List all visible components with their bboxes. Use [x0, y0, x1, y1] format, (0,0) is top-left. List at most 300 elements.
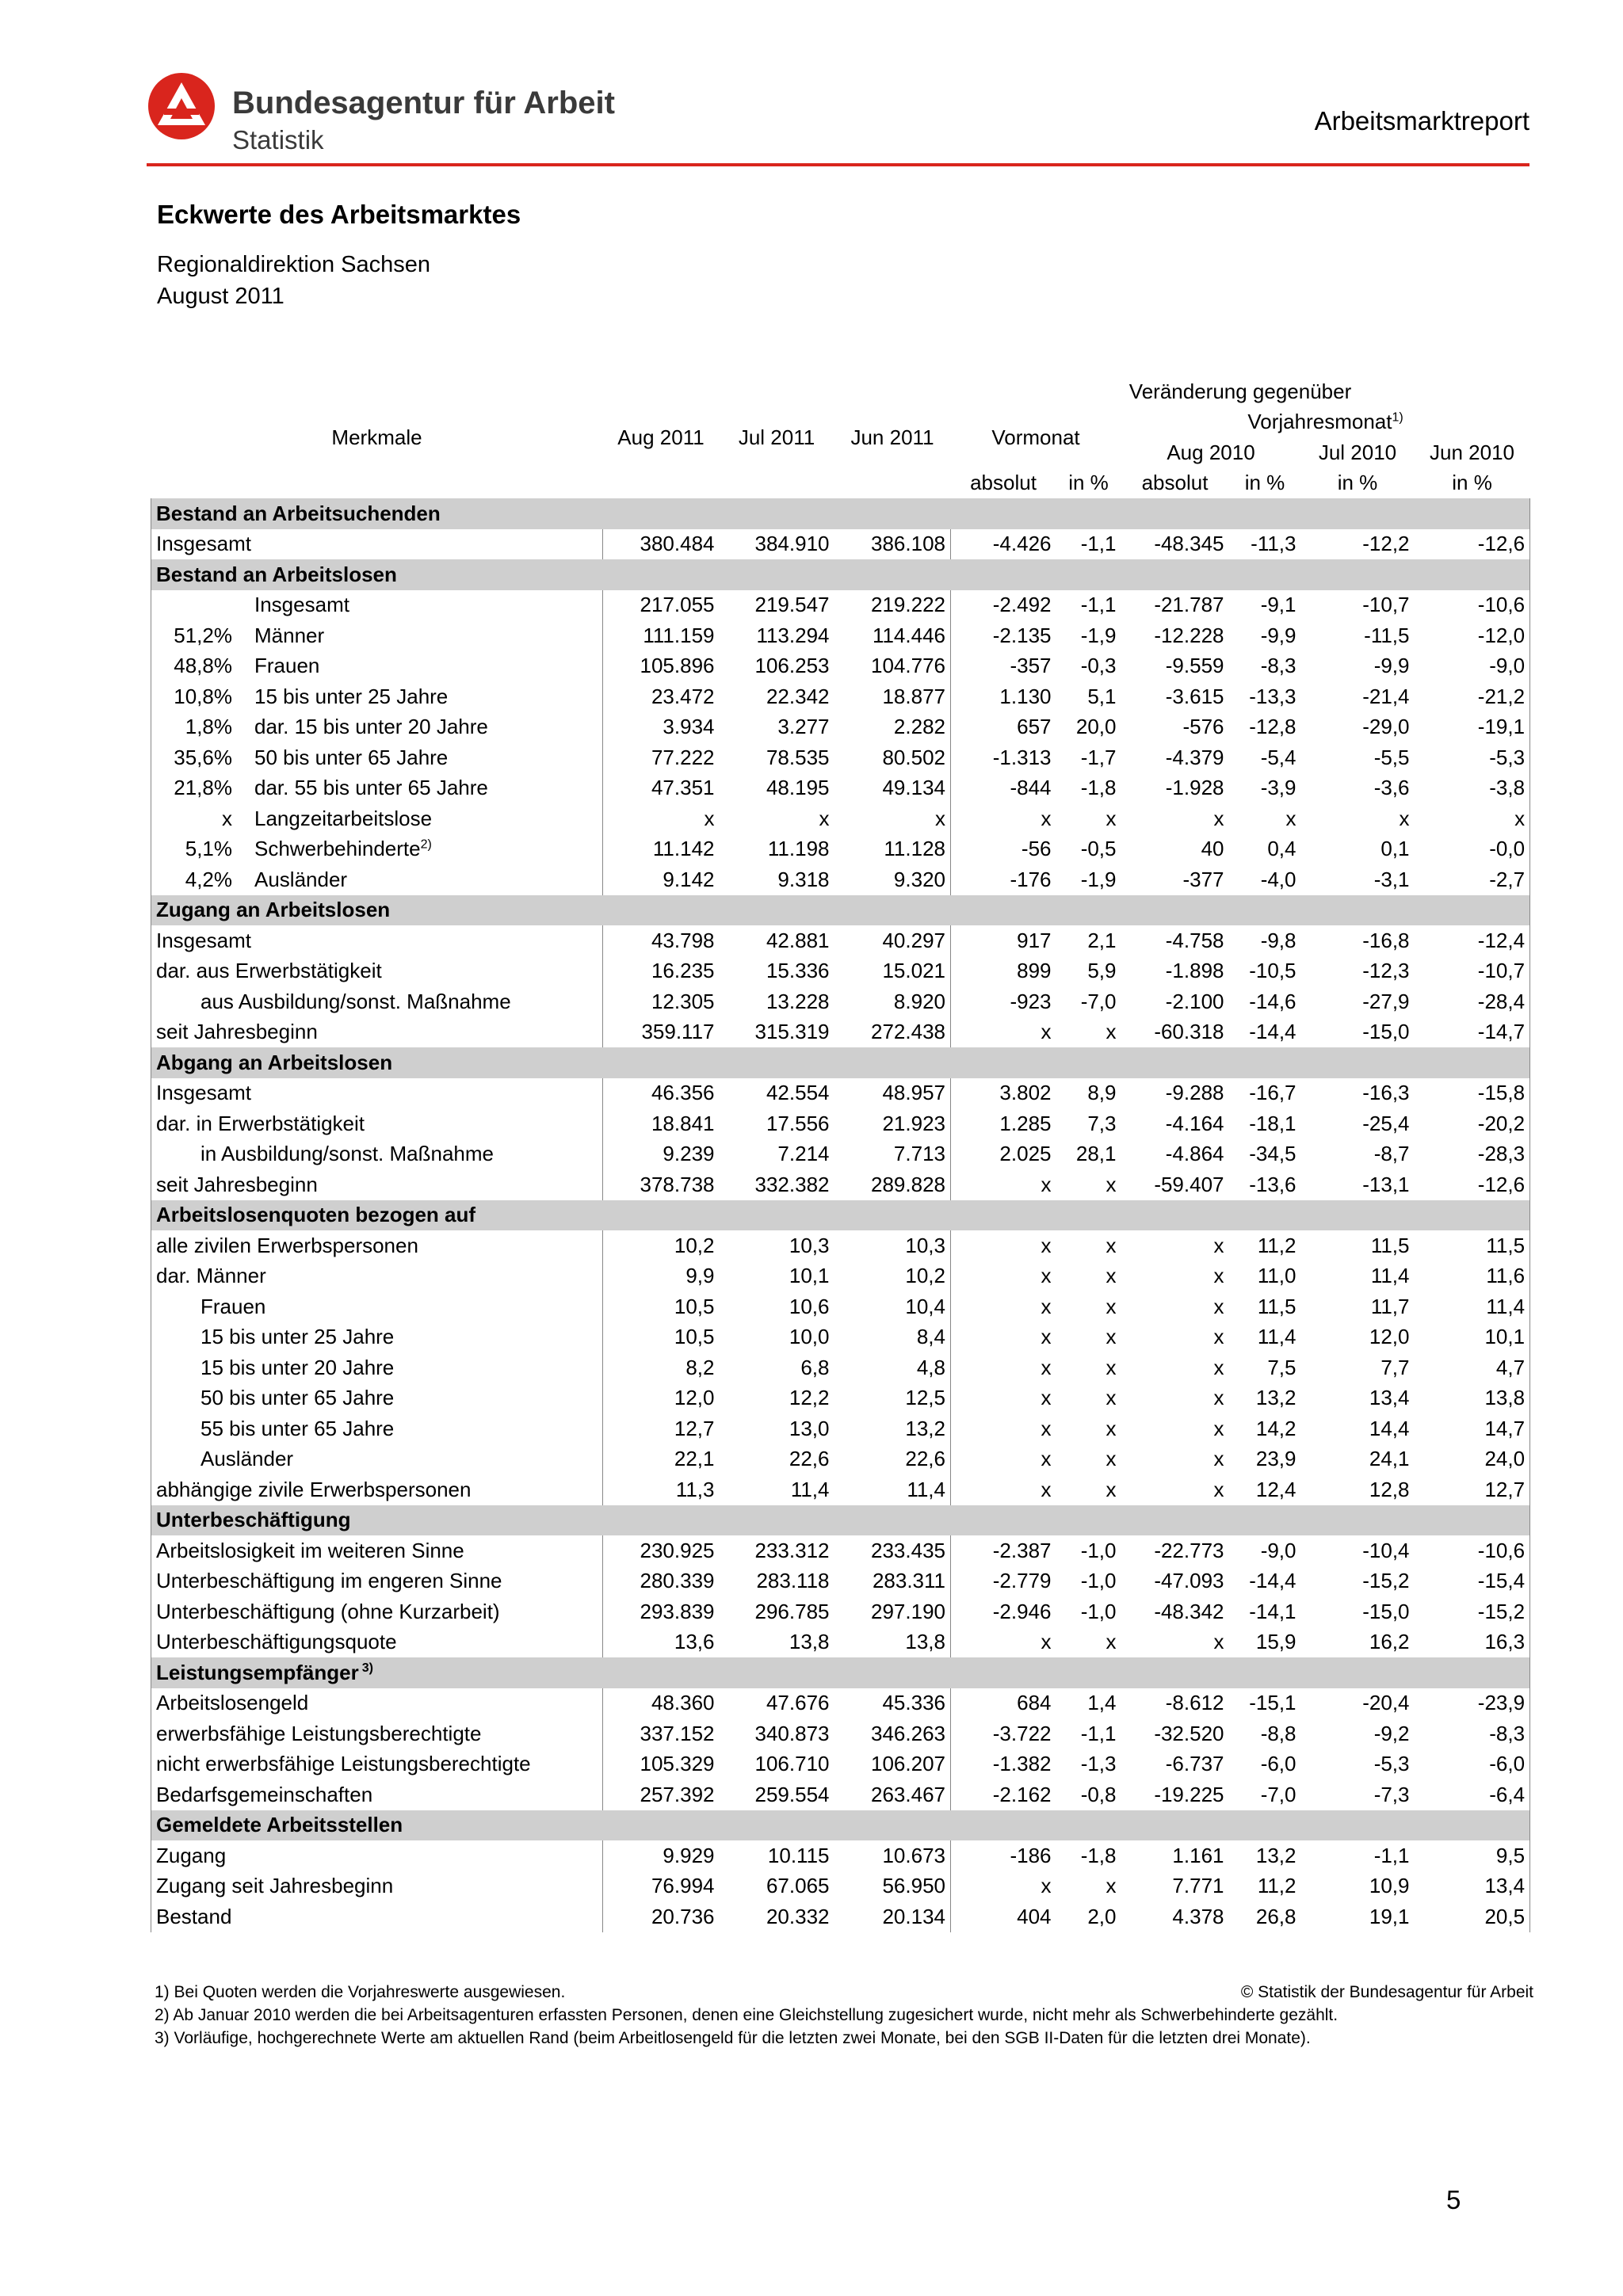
cell-value: -28,3: [1415, 1139, 1530, 1170]
table-row: [151, 1871, 1530, 1902]
row-label: [151, 1566, 603, 1597]
ba-logo-icon: [147, 71, 216, 141]
row-label: [151, 529, 603, 560]
cell-value: x: [1213, 1355, 1224, 1379]
row-label-text: Insgesamt: [156, 928, 251, 952]
cell-value: 10,5: [674, 1294, 715, 1318]
row-label-text: 50 bis unter 65 Jahre: [200, 1386, 395, 1410]
cell-value: -21.787: [1154, 593, 1224, 617]
cell-value: 11.142: [652, 837, 715, 861]
section-title-text: Bestand an Arbeitslosen: [156, 562, 397, 586]
cell-value: 3.277: [777, 715, 830, 739]
row-label-text: Schwerbehinderte: [254, 837, 421, 861]
cell-value: 106.207: [834, 1749, 951, 1780]
cell-value: 13,8: [834, 1627, 951, 1658]
cell-value: x: [1041, 1447, 1052, 1471]
row-label-text: 55 bis unter 65 Jahre: [200, 1416, 395, 1440]
cell-value: x: [1041, 806, 1052, 830]
row-label: [151, 1535, 603, 1566]
cell-value: x: [1041, 1416, 1052, 1440]
section-title: [151, 1505, 603, 1536]
col-header-vj-jul-pct: in %: [1337, 471, 1378, 495]
row-label: [151, 1383, 603, 1414]
row-label-text: nicht erwerbsfähige Leistungsberechtigte: [156, 1752, 531, 1776]
cell-value: 1.161: [1172, 1843, 1224, 1867]
cell-value: 2,1: [1087, 928, 1117, 952]
cell-value: 105.329: [640, 1752, 715, 1776]
cell-value: 11,4: [1415, 1291, 1530, 1322]
section-title: [151, 1657, 603, 1688]
cell-value: -1,0: [1080, 1538, 1117, 1562]
cell-value: 23.472: [651, 684, 715, 708]
cell-value: 10,2: [834, 1261, 951, 1292]
section-row: [151, 559, 1530, 590]
cell-value: -12,6: [1415, 529, 1530, 560]
cell-value: -2,7: [1415, 864, 1530, 895]
cell-value: x: [1106, 1874, 1117, 1898]
cell-value: -14,4: [1249, 1569, 1296, 1593]
row-label: [151, 803, 603, 834]
cell-value: 296.785: [754, 1599, 830, 1623]
document-title: Eckwerte des Arbeitsmarktes: [157, 200, 521, 229]
page-header: [147, 71, 1529, 166]
cell-value: 283.118: [756, 1569, 830, 1593]
cell-value: 11,4: [1370, 1264, 1410, 1288]
table-row: [151, 1535, 1530, 1566]
table-row: [151, 742, 1530, 773]
cell-value: 11,4: [834, 1474, 951, 1505]
cell-value: 11,6: [1415, 1261, 1530, 1292]
cell-value: x: [1041, 1355, 1052, 1379]
cell-value: -9.288: [1165, 1081, 1224, 1105]
cell-value: -3.722: [992, 1721, 1052, 1745]
cell-value: 13,6: [674, 1630, 715, 1654]
row-share: 1,8%: [185, 715, 232, 739]
row-label-text: aus Ausbildung/sonst. Maßnahme: [200, 989, 511, 1013]
cell-value: 10,1: [789, 1264, 830, 1288]
cell-value: 293.839: [640, 1599, 715, 1623]
row-label-text: dar. 55 bis unter 65 Jahre: [254, 776, 488, 800]
cell-value: x: [1213, 1416, 1224, 1440]
section-footnote-ref: 3): [361, 1661, 373, 1676]
row-share: 21,8%: [174, 776, 232, 800]
row-label: [151, 1352, 603, 1383]
col-header-vm-pct: in %: [1068, 471, 1109, 495]
cell-value: 11,2: [1257, 1874, 1296, 1898]
cell-value: 7.771: [1172, 1874, 1224, 1898]
cell-value: 13.228: [766, 989, 830, 1013]
cell-value: -0,3: [1080, 654, 1117, 678]
cell-value: -28,4: [1415, 986, 1530, 1017]
table-row: [151, 712, 1530, 743]
cell-value: 67.065: [766, 1874, 830, 1898]
cell-value: 12,0: [674, 1386, 715, 1410]
cell-value: -18,1: [1249, 1111, 1296, 1135]
row-label-text: Zugang: [156, 1843, 227, 1867]
table-row: [151, 1139, 1530, 1170]
cell-value: 42.554: [766, 1081, 830, 1105]
table-row: [151, 834, 1530, 865]
cell-value: 13,4: [1369, 1386, 1410, 1410]
cell-value: 13,0: [789, 1416, 830, 1440]
table-row: [151, 773, 1530, 804]
cell-value: 11,5: [1415, 1230, 1530, 1261]
cell-value: -1,0: [1080, 1599, 1117, 1623]
row-label: [151, 1322, 603, 1353]
cell-value: 7.214: [777, 1142, 830, 1166]
table-row: [151, 1169, 1530, 1200]
footnote-3: 3) Vorläufige, hochgerechnete Werte am aktuellen Rand (beim Arbeitlosengeld für die letzten zwei Monate, bei den SGB II-Daten für die letzten drei Monate).: [155, 2029, 1311, 2047]
cell-value: 9.320: [834, 864, 951, 895]
cell-value: x: [1213, 1630, 1224, 1654]
row-label: [151, 1627, 603, 1658]
row-label: [151, 1474, 603, 1505]
cell-value: -1,8: [1080, 1843, 1117, 1867]
cell-value: 21.923: [834, 1108, 951, 1139]
cell-value: -13,1: [1362, 1172, 1410, 1196]
cell-value: 76.994: [651, 1874, 715, 1898]
cell-value: -186: [1010, 1843, 1052, 1867]
cell-value: 13,4: [1415, 1871, 1530, 1902]
cell-value: 2.282: [834, 712, 951, 743]
cell-value: 114.446: [834, 620, 951, 651]
cell-value: 24,0: [1415, 1444, 1530, 1475]
cell-value: -4,0: [1260, 867, 1296, 891]
cell-value: 16.235: [651, 959, 715, 983]
table-row: [151, 1230, 1530, 1261]
cell-value: -1,7: [1080, 745, 1117, 769]
row-label: [151, 1749, 603, 1780]
cell-value: 20,5: [1415, 1901, 1530, 1932]
cell-value: -2.135: [992, 623, 1052, 647]
cell-value: 404: [1017, 1904, 1052, 1928]
cell-value: 219.222: [834, 590, 951, 621]
row-label-text: 15 bis unter 25 Jahre: [254, 684, 449, 708]
cell-value: -16,7: [1249, 1081, 1296, 1105]
cell-value: 47.351: [651, 776, 715, 800]
col-header-jun-2011: Jun 2011: [850, 425, 934, 449]
row-label: [151, 1261, 603, 1292]
cell-value: -9,9: [1260, 623, 1296, 647]
cell-value: -60.318: [1154, 1020, 1224, 1044]
cell-value: -1,1: [1080, 1721, 1117, 1745]
cell-value: x: [1213, 1264, 1224, 1288]
row-label: [151, 742, 603, 773]
cell-value: x: [1106, 1172, 1117, 1196]
cell-value: -5,5: [1373, 745, 1410, 769]
cell-value: 657: [1017, 715, 1052, 739]
cell-value: 13,8: [789, 1630, 830, 1654]
row-label-text: Zugang seit Jahresbeginn: [156, 1874, 394, 1898]
section-fill: [603, 498, 1530, 529]
cell-value: 7,5: [1267, 1355, 1296, 1379]
row-label: [151, 1871, 603, 1902]
col-header-merkmale: Merkmale: [331, 425, 422, 449]
cell-value: 12,8: [1369, 1477, 1410, 1501]
cell-value: -0,0: [1415, 834, 1530, 865]
cell-value: -0,8: [1080, 1782, 1117, 1806]
cell-value: -10,5: [1249, 959, 1296, 983]
cell-value: -16,3: [1362, 1081, 1410, 1105]
table-row: [151, 1444, 1530, 1475]
row-label: [151, 1901, 603, 1932]
cell-value: -14,7: [1415, 1017, 1530, 1048]
cell-value: 340.873: [754, 1721, 830, 1745]
row-label-text: 50 bis unter 65 Jahre: [254, 745, 449, 769]
cell-value: x: [1106, 1477, 1117, 1501]
cell-value: x: [1213, 1386, 1224, 1410]
cell-value: 3.802: [999, 1081, 1052, 1105]
cell-value: 12,7: [1415, 1474, 1530, 1505]
cell-value: x: [1285, 806, 1296, 830]
cell-value: 0,1: [1381, 837, 1410, 861]
cell-value: 16,2: [1369, 1630, 1410, 1654]
cell-value: x: [1213, 1477, 1224, 1501]
cell-value: x: [1041, 1477, 1052, 1501]
table-row: [151, 1413, 1530, 1444]
cell-value: -1,1: [1080, 593, 1117, 617]
footnote-1: 1) Bei Quoten werden die Vorjahreswerte ausgewiesen.: [155, 1983, 566, 2001]
vorjahresmonat-footnote-ref: 1): [1392, 410, 1403, 425]
cell-value: -2.946: [992, 1599, 1052, 1623]
cell-value: -4.758: [1165, 928, 1224, 952]
cell-value: -2.492: [992, 593, 1052, 617]
cell-value: -1,9: [1080, 623, 1117, 647]
cell-value: 9,9: [685, 1264, 715, 1288]
row-label-text: dar. Männer: [156, 1264, 266, 1288]
cell-value: 10,9: [1369, 1874, 1410, 1898]
cell-value: 111.159: [643, 623, 715, 647]
cell-value: 12,0: [1369, 1325, 1410, 1349]
cell-value: 43.798: [651, 928, 715, 952]
cell-value: 24,1: [1369, 1447, 1410, 1471]
cell-value: -12,0: [1415, 620, 1530, 651]
cell-value: 22,6: [834, 1444, 951, 1475]
cell-value: -4.379: [1165, 745, 1224, 769]
cell-value: 22,1: [674, 1447, 715, 1471]
cell-value: -7,0: [1080, 989, 1117, 1013]
cell-value: 13,2: [834, 1413, 951, 1444]
cell-value: 104.776: [834, 651, 951, 682]
cell-value: -357: [1010, 654, 1052, 678]
cell-value: -12,3: [1362, 959, 1410, 983]
row-label: [151, 956, 603, 987]
row-label: [151, 1840, 603, 1871]
row-label-text: alle zivilen Erwerbspersonen: [156, 1233, 418, 1257]
col-header-vormonat: Vormonat: [991, 425, 1080, 449]
cell-value: -9,8: [1260, 928, 1296, 952]
cell-value: 10.673: [834, 1840, 951, 1871]
col-header-veraenderung: Veränderung gegenüber: [1128, 379, 1352, 403]
cell-value: -8,3: [1260, 654, 1296, 678]
col-header-aug-2010: Aug 2010: [1167, 440, 1255, 464]
cell-value: 3.934: [663, 715, 715, 739]
cell-value: 42.881: [766, 928, 830, 952]
cell-value: -9,2: [1373, 1721, 1410, 1745]
footnote-2: 2) Ab Januar 2010 werden die bei Arbeitsagenturen erfassten Personen, denen eine Gleichstellung zugesichert wurde, nicht mehr als Schwerbehinderte gezählt.: [155, 2006, 1338, 2024]
row-share: 5,1%: [185, 837, 232, 861]
section-title: [151, 1047, 603, 1078]
cell-value: 233.312: [754, 1538, 830, 1562]
cell-value: 386.108: [834, 529, 951, 560]
cell-value: -48.342: [1154, 1599, 1224, 1623]
row-label-text: Insgesamt: [156, 1081, 251, 1105]
cell-value: -12,6: [1415, 1169, 1530, 1200]
cell-value: 1.285: [999, 1111, 1052, 1135]
cell-value: -844: [1010, 776, 1052, 800]
cell-value: -6,4: [1415, 1779, 1530, 1810]
cell-value: -5,3: [1415, 742, 1530, 773]
cell-value: 17.556: [766, 1111, 830, 1135]
cell-value: 23,9: [1255, 1447, 1296, 1471]
section-fill: [603, 1505, 1530, 1536]
row-label: [151, 834, 603, 865]
row-label-text: abhängige zivile Erwerbspersonen: [156, 1477, 472, 1501]
col-header-vj-aug-pct: in %: [1244, 471, 1285, 495]
cell-value: -21,2: [1415, 681, 1530, 712]
row-share: x: [222, 806, 232, 830]
cell-value: x: [1213, 1294, 1224, 1318]
row-label: [151, 1169, 603, 1200]
cell-value: 106.253: [754, 654, 830, 678]
cell-value: 8,4: [834, 1322, 951, 1353]
row-label: [151, 1596, 603, 1627]
row-label: [151, 712, 603, 743]
cell-value: 7.713: [834, 1139, 951, 1170]
cell-value: -12.228: [1154, 623, 1224, 647]
row-footnote-ref: 2): [420, 837, 432, 852]
cell-value: -12,8: [1249, 715, 1296, 739]
table-row: [151, 1017, 1530, 1048]
row-label-text: Frauen: [254, 654, 320, 678]
row-share: 10,8%: [174, 684, 232, 708]
cell-value: x: [704, 806, 715, 830]
cell-value: -22.773: [1154, 1538, 1224, 1562]
section-title: [151, 559, 603, 590]
row-label-text: 15 bis unter 25 Jahre: [200, 1325, 395, 1349]
cell-value: -19,1: [1415, 712, 1530, 743]
cell-value: -9,0: [1415, 651, 1530, 682]
table-row: [151, 1108, 1530, 1139]
row-label-text: Bedarfsgemeinschaften: [156, 1782, 373, 1806]
cell-value: 359.117: [641, 1020, 715, 1044]
cell-value: -176: [1010, 867, 1052, 891]
cell-value: -13,6: [1249, 1172, 1296, 1196]
cell-value: -21,4: [1362, 684, 1410, 708]
cell-value: 0,4: [1267, 837, 1296, 861]
section-title-text: Abgang an Arbeitslosen: [156, 1050, 393, 1074]
cell-value: 11,5: [1370, 1233, 1410, 1257]
row-label-text: Unterbeschäftigung im engeren Sinne: [156, 1569, 502, 1593]
cell-value: 12,7: [674, 1416, 715, 1440]
cell-value: -8,3: [1415, 1718, 1530, 1749]
cell-value: -10,7: [1362, 593, 1410, 617]
cell-value: 384.910: [754, 532, 830, 556]
table-row: [151, 956, 1530, 987]
vorjahresmonat-label: Vorjahresmonat: [1247, 410, 1392, 434]
row-label: [151, 651, 603, 682]
section-title-text: Zugang an Arbeitslosen: [156, 898, 391, 922]
table-row: [151, 925, 1530, 956]
table-row: [151, 1627, 1530, 1658]
cell-value: 337.152: [640, 1721, 715, 1745]
cell-value: -1.313: [992, 745, 1052, 769]
col-header-jun-2010: Jun 2010: [1430, 440, 1515, 464]
section-row: [151, 498, 1530, 529]
cell-value: 11,4: [1257, 1325, 1296, 1349]
cell-value: 40.297: [834, 925, 951, 956]
table-row: [151, 864, 1530, 895]
section-fill: [603, 1657, 1530, 1688]
col-header-vj-jun-pct: in %: [1452, 471, 1492, 495]
col-header-aug-2011: Aug 2011: [617, 425, 705, 449]
col-header-vj-absolut: absolut: [1141, 471, 1209, 495]
cell-value: 297.190: [834, 1596, 951, 1627]
cell-value: -15,2: [1415, 1596, 1530, 1627]
cell-value: 10,5: [674, 1325, 715, 1349]
cell-value: -10,6: [1415, 590, 1530, 621]
cell-value: x: [1106, 1416, 1117, 1440]
row-label: [151, 773, 603, 804]
cell-value: 10,4: [834, 1291, 951, 1322]
cell-value: 10,0: [789, 1325, 830, 1349]
cell-value: 10,3: [789, 1233, 830, 1257]
row-label-text: seit Jahresbeginn: [156, 1172, 318, 1196]
cell-value: -12,2: [1362, 532, 1410, 556]
cell-value: x: [1041, 1020, 1052, 1044]
cell-value: 10.115: [767, 1843, 830, 1867]
table-row: [151, 1749, 1530, 1780]
cell-value: x: [1106, 1020, 1117, 1044]
table-row: [151, 986, 1530, 1017]
cell-value: -27,9: [1362, 989, 1410, 1013]
cell-value: x: [1399, 806, 1410, 830]
cell-value: 11,3: [675, 1477, 715, 1501]
cell-value: -3,6: [1373, 776, 1410, 800]
copyright-note: © Statistik der Bundesagentur für Arbeit: [1240, 1983, 1533, 2001]
cell-value: x: [1041, 1386, 1052, 1410]
cell-value: 20.134: [834, 1901, 951, 1932]
cell-value: x: [1106, 1294, 1117, 1318]
cell-value: 28,1: [1075, 1142, 1117, 1166]
cell-value: -2.162: [992, 1782, 1052, 1806]
cell-value: 16,3: [1415, 1627, 1530, 1658]
cell-value: -4.864: [1165, 1142, 1224, 1166]
cell-value: 5,9: [1087, 959, 1117, 983]
cell-value: 2.025: [999, 1142, 1052, 1166]
cell-value: -15,0: [1362, 1020, 1410, 1044]
cell-value: -14,4: [1249, 1020, 1296, 1044]
cell-value: 20.736: [651, 1904, 715, 1928]
cell-value: 280.339: [640, 1569, 715, 1593]
cell-value: -1,3: [1080, 1752, 1117, 1776]
row-label-text: in Ausbildung/sonst. Maßnahme: [200, 1142, 494, 1166]
cell-value: -9,9: [1373, 654, 1410, 678]
table-row: [151, 1261, 1530, 1292]
row-label: [151, 1139, 603, 1170]
cell-value: 15.336: [766, 959, 830, 983]
row-label-text: Arbeitslosengeld: [156, 1691, 309, 1715]
table-row: [151, 1901, 1530, 1932]
cell-value: -10,7: [1415, 956, 1530, 987]
table-row: [151, 651, 1530, 682]
cell-value: x: [1213, 806, 1224, 830]
cell-value: -20,2: [1415, 1108, 1530, 1139]
table-row: [151, 620, 1530, 651]
cell-value: 684: [1017, 1691, 1052, 1715]
section-row: [151, 1810, 1530, 1841]
cell-value: -10,4: [1362, 1538, 1410, 1562]
